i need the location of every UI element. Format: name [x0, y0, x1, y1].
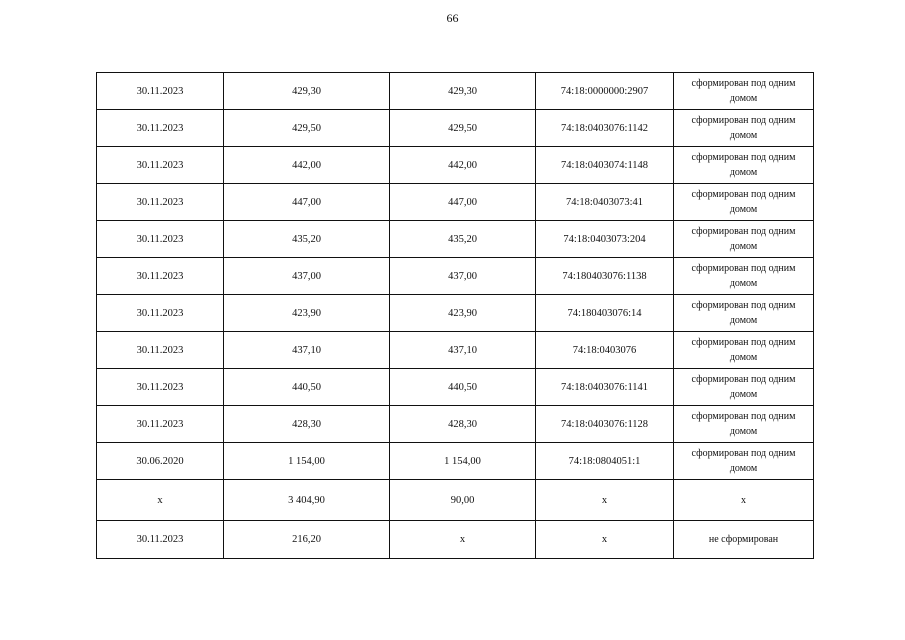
- cell-status: сформирован под одним домом: [674, 221, 814, 258]
- cell-area-total: 429,50: [224, 110, 390, 147]
- cell-date: 30.11.2023: [97, 110, 224, 147]
- cell-area-total: 3 404,90: [224, 480, 390, 521]
- cell-area: 440,50: [390, 369, 536, 406]
- cell-date: 30.11.2023: [97, 369, 224, 406]
- cell-date: 30.11.2023: [97, 258, 224, 295]
- cell-cadastral-number: 74:18:0403076:1141: [536, 369, 674, 406]
- cell-cadastral-number: 74:180403076:1138: [536, 258, 674, 295]
- cell-status: сформирован под одним домом: [674, 332, 814, 369]
- cell-cadastral-number: 74:18:0403076:1142: [536, 110, 674, 147]
- cell-area-total: 423,90: [224, 295, 390, 332]
- table-row: [97, 480, 814, 521]
- cell-cadastral-number: 74:18:0403076:1128: [536, 406, 674, 443]
- cell-status: сформирован под одним домом: [674, 110, 814, 147]
- cell-area: х: [390, 521, 536, 559]
- cell-date: 30.11.2023: [97, 521, 224, 559]
- cell-status: не сформирован: [674, 521, 814, 559]
- land-plots-table: [96, 72, 814, 559]
- cell-area-total: 429,30: [224, 73, 390, 110]
- cell-status: сформирован под одним домом: [674, 147, 814, 184]
- cell-area-total: 442,00: [224, 147, 390, 184]
- cell-area-total: 435,20: [224, 221, 390, 258]
- cell-area: 437,00: [390, 258, 536, 295]
- cell-status: х: [674, 480, 814, 521]
- table-row: [97, 406, 814, 443]
- cell-area: 429,50: [390, 110, 536, 147]
- cell-area: 428,30: [390, 406, 536, 443]
- cell-status: сформирован под одним домом: [674, 369, 814, 406]
- cell-date: 30.06.2020: [97, 443, 224, 480]
- cell-date: 30.11.2023: [97, 147, 224, 184]
- cell-area: 1 154,00: [390, 443, 536, 480]
- table-row: [97, 521, 814, 559]
- cell-area: 90,00: [390, 480, 536, 521]
- table-body: [97, 73, 814, 559]
- cell-area: 447,00: [390, 184, 536, 221]
- table-row: [97, 110, 814, 147]
- cell-status: сформирован под одним домом: [674, 443, 814, 480]
- cell-area-total: 437,10: [224, 332, 390, 369]
- table-row: [97, 73, 814, 110]
- cell-cadastral-number: 74:18:0804051:1: [536, 443, 674, 480]
- cell-date: 30.11.2023: [97, 295, 224, 332]
- table-row: [97, 443, 814, 480]
- cell-cadastral-number: 74:18:0403074:1148: [536, 147, 674, 184]
- table-row: [97, 369, 814, 406]
- table-row: [97, 295, 814, 332]
- table-row: [97, 184, 814, 221]
- cell-status: сформирован под одним домом: [674, 406, 814, 443]
- cell-status: сформирован под одним домом: [674, 295, 814, 332]
- cell-date: 30.11.2023: [97, 73, 224, 110]
- cell-status: сформирован под одним домом: [674, 184, 814, 221]
- cell-area: 435,20: [390, 221, 536, 258]
- table-row: [97, 147, 814, 184]
- page-number: 66: [446, 11, 459, 25]
- cell-area: 437,10: [390, 332, 536, 369]
- cell-area-total: 440,50: [224, 369, 390, 406]
- cell-cadastral-number: 74:180403076:14: [536, 295, 674, 332]
- cell-area-total: 216,20: [224, 521, 390, 559]
- cell-cadastral-number: х: [536, 521, 674, 559]
- cell-date: х: [97, 480, 224, 521]
- cell-cadastral-number: 74:18:0403073:41: [536, 184, 674, 221]
- table-row: [97, 258, 814, 295]
- cell-date: 30.11.2023: [97, 221, 224, 258]
- cell-status: сформирован под одним домом: [674, 73, 814, 110]
- cell-date: 30.11.2023: [97, 184, 224, 221]
- table-row: [97, 332, 814, 369]
- cell-area-total: 1 154,00: [224, 443, 390, 480]
- cell-area: 423,90: [390, 295, 536, 332]
- cell-cadastral-number: х: [536, 480, 674, 521]
- cell-area-total: 447,00: [224, 184, 390, 221]
- cell-area: 429,30: [390, 73, 536, 110]
- cell-area-total: 437,00: [224, 258, 390, 295]
- cell-date: 30.11.2023: [97, 406, 224, 443]
- cell-area-total: 428,30: [224, 406, 390, 443]
- cell-area: 442,00: [390, 147, 536, 184]
- cell-cadastral-number: 74:18:0000000:2907: [536, 73, 674, 110]
- cell-cadastral-number: 74:18:0403076: [536, 332, 674, 369]
- cell-status: сформирован под одним домом: [674, 258, 814, 295]
- table-row: [97, 221, 814, 258]
- cell-date: 30.11.2023: [97, 332, 224, 369]
- cell-cadastral-number: 74:18:0403073:204: [536, 221, 674, 258]
